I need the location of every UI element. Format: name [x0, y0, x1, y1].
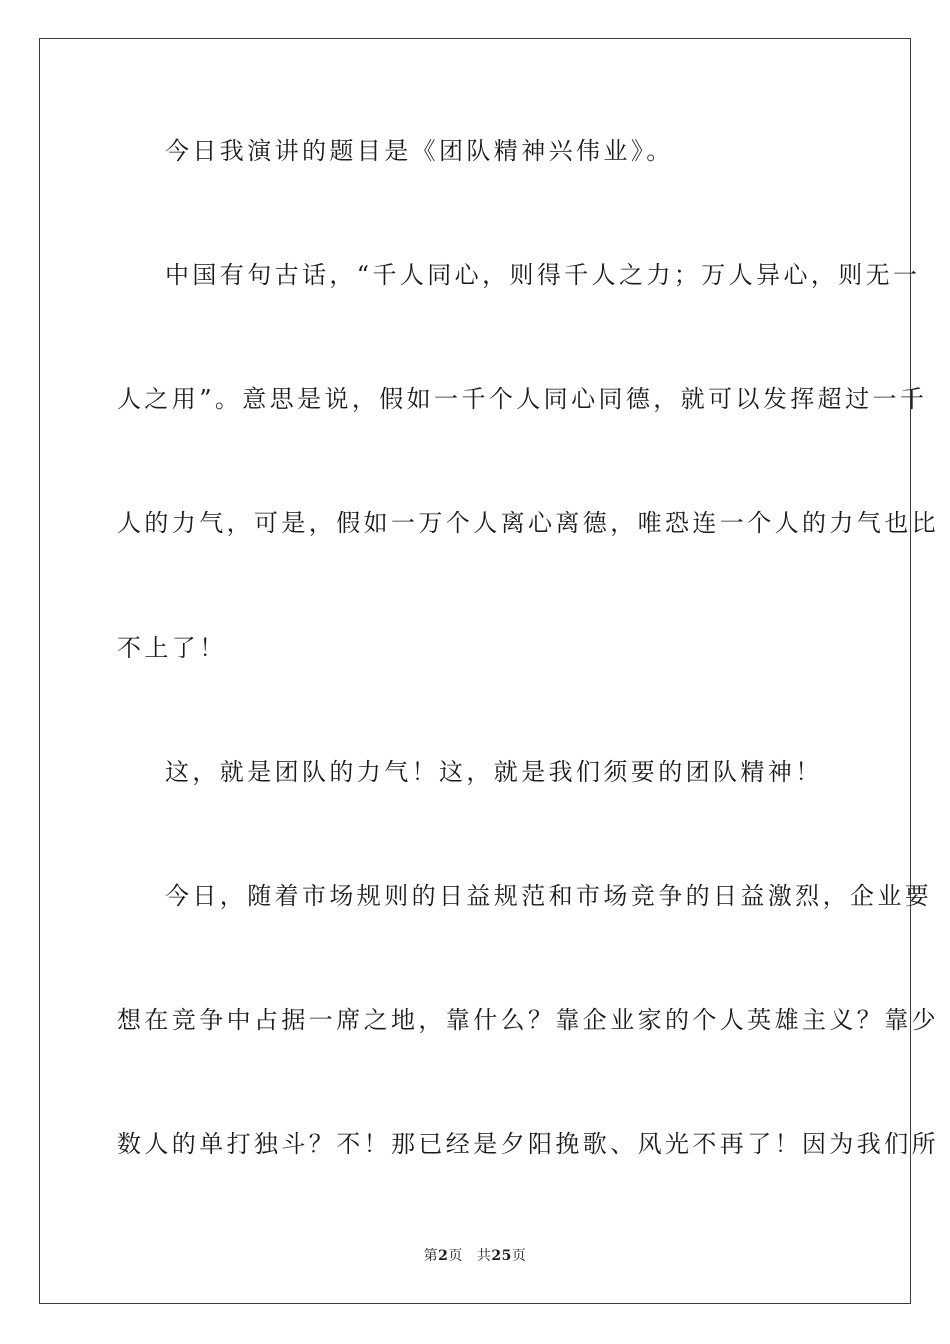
paragraph-line: 今日，随着市场规则的日益规范和市场竞争的日益激烈，企业要: [165, 882, 933, 910]
page-border: [39, 38, 939, 1304]
footer-total-prefix: 共: [476, 1248, 492, 1264]
footer-page-prefix: 第: [423, 1248, 439, 1264]
footer-total-pages: 25: [491, 1248, 512, 1264]
paragraph-line: 想在竞争中占据一席之地，靠什么？靠企业家的个人英雄主义？靠少: [117, 1006, 939, 1034]
footer-page-number: 2: [438, 1248, 449, 1264]
paragraph-line: 人之用”。意思是说，假如一千个人同心同德，就可以发挥超过一千: [117, 385, 928, 413]
paragraph-line: 中国有句古话，“千人同心，则得千人之力；万人异心，则无一: [165, 261, 921, 289]
page-footer: [0, 1247, 950, 1265]
footer-page-suffix: 页: [448, 1248, 463, 1264]
paragraph-line: 数人的单打独斗？不！那已经是夕阳挽歌、风光不再了！因为我们所: [117, 1130, 939, 1158]
paragraph-line: 这，就是团队的力气！这，就是我们须要的团队精神！: [165, 758, 823, 786]
footer-total-suffix: 页: [511, 1248, 527, 1264]
paragraph-line: 不上了！: [117, 634, 227, 662]
paragraph-line: 今日我演讲的题目是《团队精神兴伟业》。: [165, 137, 674, 165]
paragraph-line: 人的力气，可是，假如一万个人离心离德，唯恐连一个人的力气也比: [117, 509, 939, 537]
